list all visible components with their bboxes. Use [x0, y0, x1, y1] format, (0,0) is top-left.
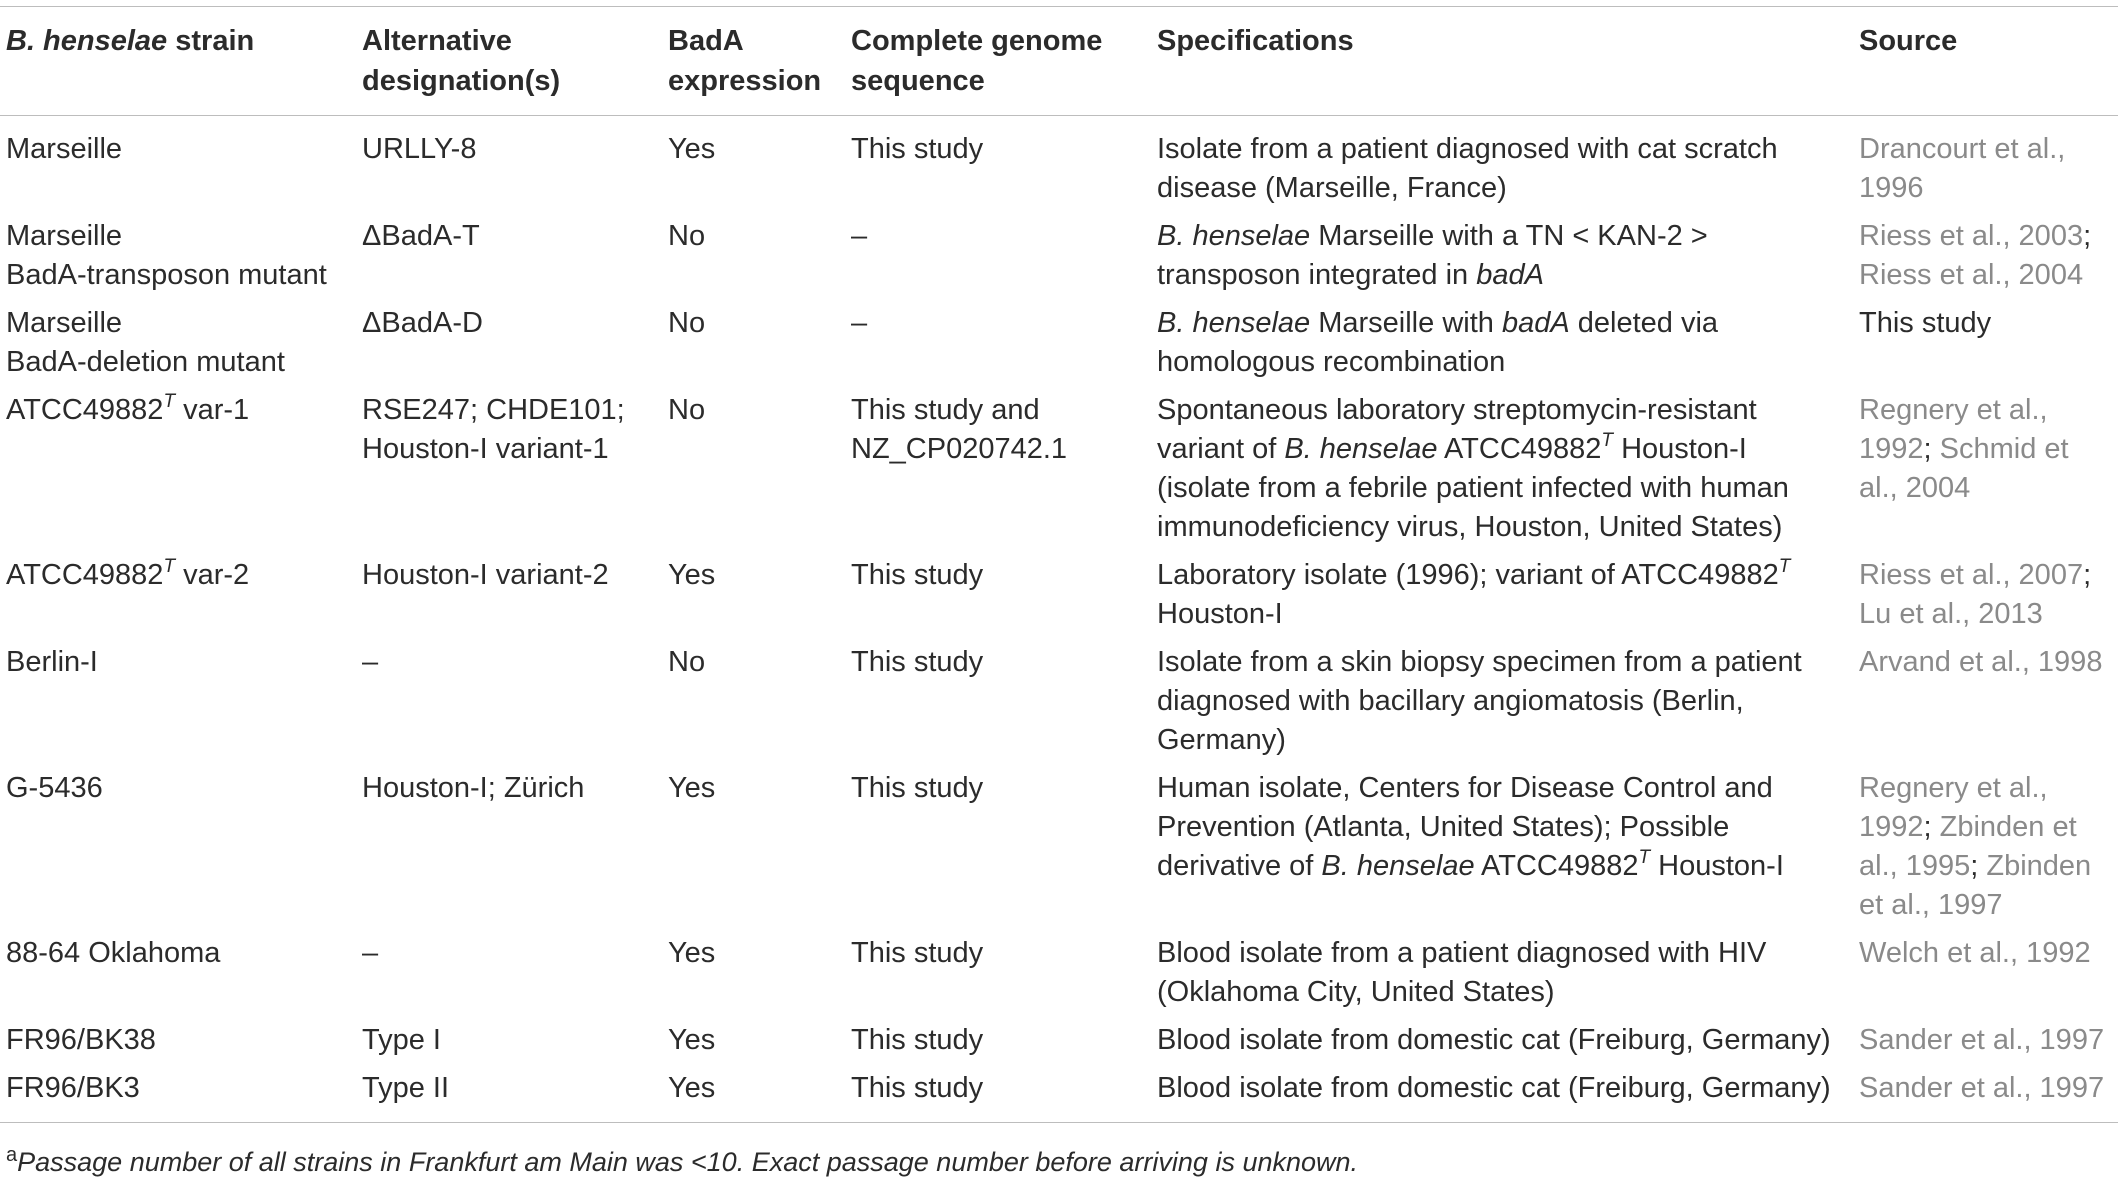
cell-genome: This study [851, 772, 984, 804]
cell-bada: No [668, 220, 706, 252]
cell-source: Riess et al., 2007; Lu et al., 2013 [1859, 559, 2092, 630]
table-row [0, 551, 2118, 638]
cell-strain: Marseille [6, 133, 123, 165]
cell-spec: Laboratory isolate (1996); variant of $ATCC49882^T$ Houston-I [1157, 556, 1791, 630]
table-body [0, 116, 2118, 1123]
cell-genome: – [851, 220, 868, 252]
reference-link[interactable]: Sander et al., 1997 [1859, 1024, 2105, 1056]
cell-bada: Yes [668, 559, 716, 591]
cell-genome: This study and NZ_CP020742.1 [851, 394, 1068, 465]
cell-genome: This study [851, 559, 984, 591]
cell-source [1853, 116, 2118, 213]
cell-alt: – [362, 646, 379, 678]
reference-link[interactable]: Regnery et al., 1992 [1859, 772, 2048, 843]
reference-link[interactable]: Riess et al., 2003 [1859, 220, 2084, 252]
header-row [0, 7, 2118, 116]
table-row [0, 638, 2118, 764]
reference-link[interactable]: Drancourt et al., 1996 [1859, 133, 2066, 204]
cell-bada: No [668, 307, 706, 339]
header-specifications: Specifications [1157, 25, 1354, 57]
cell-alt: Type II [362, 1072, 450, 1104]
cell-spec: Isolate from a patient diagnosed with cat scratch disease (Marseille, France) [1157, 133, 1778, 204]
table-row [0, 1016, 2118, 1064]
cell-bada: No [668, 394, 706, 426]
cell-strain: 88-64 Oklahoma [6, 937, 221, 969]
table-row [0, 1064, 2118, 1123]
cell-spec: Human isolate, Centers for Disease Control and Prevention (Atlanta, United States); Possible derivative of B. henselae $ATCC49882^T$ Houston-I [1157, 772, 1784, 882]
cell-strain: FR96/BK38 [6, 1024, 156, 1056]
cell-bada: No [668, 646, 706, 678]
cell-spec: Blood isolate from domestic cat (Freiburg, Germany) [1157, 1072, 1831, 1104]
cell-strain: $ATCC49882^T$ var-1 [6, 391, 250, 426]
cell-alt: – [362, 937, 379, 969]
cell-genome: This study [851, 1024, 984, 1056]
cell-strain: Marseille BadA-deletion mutant [6, 307, 285, 378]
strain-table [0, 6, 2118, 1123]
reference-link[interactable]: Welch et al., 1992 [1859, 937, 2091, 969]
header-bada-expression: BadA expression [668, 25, 822, 97]
reference-link[interactable]: Arvand et al., 1998 [1859, 646, 2103, 678]
cell-bada: Yes [668, 937, 716, 969]
cell-source [1853, 638, 2118, 764]
reference-link[interactable]: Zbinden et al., 1995 [1859, 811, 2077, 882]
cell-strain: Berlin-I [6, 646, 98, 678]
cell-strain: G-5436 [6, 772, 103, 804]
cell-spec: Spontaneous laboratory streptomycin-resistant variant of B. henselae $ATCC49882^T$ Houston-I (isolate from a febrile patient infected with human immunodeficiency virus, Houston, United States) [1157, 394, 1789, 543]
reference-link[interactable]: Schmid et al., 2004 [1859, 433, 2069, 504]
table-row [0, 212, 2118, 299]
header-genome-sequence: Complete genome sequence [851, 25, 1103, 97]
reference-link[interactable]: Lu et al., 2013 [1859, 598, 2043, 630]
footnote-text: Passage number of all strains in Frankfurt am Main was <10. Exact passage number before arriving is unknown. [17, 1147, 1359, 1177]
cell-strain: Marseille BadA-transposon mutant [6, 220, 327, 291]
cell-alt: Houston-I variant-2 [362, 559, 609, 591]
cell-bada: Yes [668, 133, 716, 165]
reference-link[interactable]: Regnery et al., 1992 [1859, 394, 2048, 465]
cell-alt: ΔBadA-D [362, 307, 483, 339]
cell-spec: B. henselae Marseille with badA deleted via homologous recombination [1157, 307, 1719, 378]
cell-spec: Blood isolate from a patient diagnosed with HIV (Oklahoma City, United States) [1157, 937, 1767, 1008]
cell-genome: – [851, 307, 868, 339]
cell-genome: This study [851, 646, 984, 678]
cell-spec: B. henselae Marseille with a TN < KAN-2 > transposon integrated in badA [1157, 220, 1708, 291]
table-row [0, 299, 2118, 386]
cell-strain: $ATCC49882^T$ var-2 [6, 556, 250, 591]
cell-bada: Yes [668, 1024, 716, 1056]
reference-link[interactable]: Sander et al., 1997 [1859, 1072, 2105, 1104]
cell-spec: Isolate from a skin biopsy specimen from a patient diagnosed with bacillary angiomatosis (Berlin, Germany) [1157, 646, 1802, 756]
reference-link[interactable]: Riess et al., 2007 [1859, 559, 2084, 591]
reference-link[interactable]: Riess et al., 2004 [1859, 259, 2084, 291]
strain-table-container [0, 6, 2118, 1123]
table-row [0, 929, 2118, 1016]
table-row [0, 764, 2118, 929]
cell-alt: Houston-I; Zürich [362, 772, 585, 804]
footnote-mark: a [6, 1144, 18, 1166]
header-source: Source [1859, 25, 1958, 57]
header-strain: B. henselae strain [6, 25, 255, 57]
table-header [0, 7, 2118, 116]
cell-genome: This study [851, 133, 984, 165]
cell-source [1853, 1016, 2118, 1064]
cell-spec: Blood isolate from domestic cat (Freiburg, Germany) [1157, 1024, 1831, 1056]
table-footnote [6, 1138, 1358, 1179]
cell-source [1853, 929, 2118, 1016]
cell-alt: ΔBadA-T [362, 220, 480, 252]
cell-source: Riess et al., 2003; Riess et al., 2004 [1859, 220, 2092, 291]
cell-alt: Type I [362, 1024, 441, 1056]
table-row [0, 116, 2118, 213]
cell-genome: This study [851, 1072, 984, 1104]
table-row [0, 386, 2118, 551]
header-alternative-designation: Alternative designation(s) [362, 25, 561, 97]
cell-strain: FR96/BK3 [6, 1072, 140, 1104]
cell-alt: URLLY-8 [362, 133, 477, 165]
cell-source [1853, 1064, 2118, 1123]
cell-genome: This study [851, 937, 984, 969]
reference-link[interactable]: Zbinden et al., 1997 [1859, 850, 2092, 921]
cell-bada: Yes [668, 772, 716, 804]
cell-bada: Yes [668, 1072, 716, 1104]
cell-source: Regnery et al., 1992; Schmid et al., 2004 [1859, 394, 2069, 504]
cell-source: This study [1859, 307, 1992, 339]
cell-alt: RSE247; CHDE101; Houston-I variant-1 [362, 394, 625, 465]
cell-source: Regnery et al., 1992; Zbinden et al., 1995; Zbinden et al., 1997 [1859, 772, 2092, 921]
